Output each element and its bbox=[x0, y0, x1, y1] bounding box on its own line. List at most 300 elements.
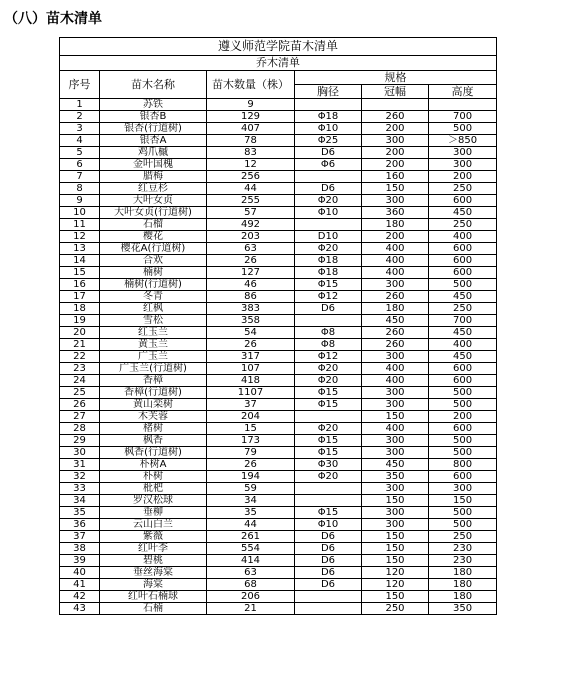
table-row bbox=[60, 135, 497, 147]
cell-dbh: Φ8 bbox=[295, 339, 362, 351]
table-row bbox=[60, 579, 497, 591]
table-row bbox=[60, 291, 497, 303]
cell-dbh: Φ20 bbox=[295, 195, 362, 207]
cell-qty: 358 bbox=[207, 315, 295, 327]
cell-dbh: Φ15 bbox=[295, 399, 362, 411]
cell-dbh bbox=[295, 171, 362, 183]
cell-crown: 300 bbox=[362, 135, 429, 147]
table-row bbox=[60, 543, 497, 555]
cell-height: 200 bbox=[429, 171, 497, 183]
table-title-row bbox=[60, 38, 497, 56]
cell-dbh: D10 bbox=[295, 231, 362, 243]
cell-qty: 492 bbox=[207, 219, 295, 231]
cell-qty: 203 bbox=[207, 231, 295, 243]
cell-qty: 407 bbox=[207, 123, 295, 135]
cell-no: 32 bbox=[60, 471, 100, 483]
cell-height: 300 bbox=[429, 159, 497, 171]
cell-crown: 450 bbox=[362, 315, 429, 327]
cell-dbh: D6 bbox=[295, 147, 362, 159]
cell-no: 7 bbox=[60, 171, 100, 183]
cell-name: 朴树 bbox=[100, 471, 207, 483]
cell-crown: 260 bbox=[362, 327, 429, 339]
cell-dbh: Φ15 bbox=[295, 279, 362, 291]
cell-name: 银杏A bbox=[100, 135, 207, 147]
cell-no: 22 bbox=[60, 351, 100, 363]
cell-name: 红玉兰 bbox=[100, 327, 207, 339]
table-row bbox=[60, 399, 497, 411]
cell-dbh: Φ18 bbox=[295, 267, 362, 279]
cell-crown: 300 bbox=[362, 399, 429, 411]
cell-dbh: Φ25 bbox=[295, 135, 362, 147]
cell-name: 紫薇 bbox=[100, 531, 207, 543]
cell-qty: 59 bbox=[207, 483, 295, 495]
cell-dbh: Φ30 bbox=[295, 459, 362, 471]
cell-qty: 129 bbox=[207, 111, 295, 123]
cell-name: 黄玉兰 bbox=[100, 339, 207, 351]
cell-height: 600 bbox=[429, 243, 497, 255]
cell-dbh bbox=[295, 603, 362, 615]
cell-name: 香樟(行道树) bbox=[100, 387, 207, 399]
cell-no: 13 bbox=[60, 243, 100, 255]
cell-name: 广玉兰 bbox=[100, 351, 207, 363]
cell-no: 31 bbox=[60, 459, 100, 471]
cell-name: 香樟 bbox=[100, 375, 207, 387]
cell-name: 樱花A(行道树) bbox=[100, 243, 207, 255]
cell-name: 大叶女贞 bbox=[100, 195, 207, 207]
table-row bbox=[60, 351, 497, 363]
cell-no: 41 bbox=[60, 579, 100, 591]
cell-height: 600 bbox=[429, 255, 497, 267]
cell-crown: 300 bbox=[362, 519, 429, 531]
cell-height: 600 bbox=[429, 267, 497, 279]
table-row bbox=[60, 447, 497, 459]
cell-qty: 57 bbox=[207, 207, 295, 219]
cell-dbh: Φ15 bbox=[295, 387, 362, 399]
cell-crown: 450 bbox=[362, 459, 429, 471]
cell-height: 450 bbox=[429, 291, 497, 303]
table-row bbox=[60, 267, 497, 279]
cell-crown: 300 bbox=[362, 195, 429, 207]
cell-name: 冬青 bbox=[100, 291, 207, 303]
cell-qty: 46 bbox=[207, 279, 295, 291]
cell-crown: 300 bbox=[362, 483, 429, 495]
table-subtitle: 乔木清单 bbox=[60, 56, 497, 71]
table-row bbox=[60, 375, 497, 387]
cell-dbh: Φ12 bbox=[295, 351, 362, 363]
cell-crown: 300 bbox=[362, 507, 429, 519]
cell-no: 2 bbox=[60, 111, 100, 123]
table-row bbox=[60, 603, 497, 615]
cell-no: 14 bbox=[60, 255, 100, 267]
cell-height: 500 bbox=[429, 435, 497, 447]
table-row bbox=[60, 423, 497, 435]
cell-name: 木芙蓉 bbox=[100, 411, 207, 423]
cell-height: 150 bbox=[429, 495, 497, 507]
cell-height: 180 bbox=[429, 579, 497, 591]
table-title: 遵义师范学院苗木清单 bbox=[60, 38, 497, 56]
cell-name: 红枫 bbox=[100, 303, 207, 315]
cell-no: 23 bbox=[60, 363, 100, 375]
cell-qty: 1107 bbox=[207, 387, 295, 399]
cell-crown: 150 bbox=[362, 411, 429, 423]
cell-crown: 250 bbox=[362, 603, 429, 615]
cell-crown: 200 bbox=[362, 123, 429, 135]
table-row bbox=[60, 183, 497, 195]
cell-no: 1 bbox=[60, 99, 100, 111]
cell-dbh bbox=[295, 495, 362, 507]
cell-dbh bbox=[295, 591, 362, 603]
cell-qty: 26 bbox=[207, 339, 295, 351]
table-row bbox=[60, 279, 497, 291]
cell-no: 3 bbox=[60, 123, 100, 135]
cell-name: 广玉兰(行道树) bbox=[100, 363, 207, 375]
cell-qty: 255 bbox=[207, 195, 295, 207]
cell-no: 38 bbox=[60, 543, 100, 555]
cell-dbh: D6 bbox=[295, 303, 362, 315]
cell-crown: 350 bbox=[362, 471, 429, 483]
cell-name: 樱花 bbox=[100, 231, 207, 243]
cell-dbh: Φ20 bbox=[295, 363, 362, 375]
cell-height: 300 bbox=[429, 147, 497, 159]
cell-height: 600 bbox=[429, 471, 497, 483]
cell-no: 19 bbox=[60, 315, 100, 327]
cell-dbh bbox=[295, 99, 362, 111]
cell-no: 34 bbox=[60, 495, 100, 507]
header-name: 苗木名称 bbox=[100, 71, 207, 99]
cell-dbh: D6 bbox=[295, 555, 362, 567]
cell-no: 24 bbox=[60, 375, 100, 387]
cell-qty: 206 bbox=[207, 591, 295, 603]
cell-no: 11 bbox=[60, 219, 100, 231]
table-row bbox=[60, 171, 497, 183]
cell-dbh: Φ15 bbox=[295, 507, 362, 519]
cell-dbh: Φ15 bbox=[295, 447, 362, 459]
table-row bbox=[60, 99, 497, 111]
cell-name: 黄山栾树 bbox=[100, 399, 207, 411]
cell-crown: 400 bbox=[362, 243, 429, 255]
cell-qty: 194 bbox=[207, 471, 295, 483]
cell-qty: 107 bbox=[207, 363, 295, 375]
header-dbh: 胸径 bbox=[295, 85, 362, 99]
cell-dbh: D6 bbox=[295, 543, 362, 555]
cell-qty: 173 bbox=[207, 435, 295, 447]
cell-dbh: Φ20 bbox=[295, 423, 362, 435]
cell-dbh: Φ10 bbox=[295, 207, 362, 219]
cell-qty: 317 bbox=[207, 351, 295, 363]
cell-height: 500 bbox=[429, 387, 497, 399]
header-row bbox=[60, 71, 497, 85]
cell-height: 600 bbox=[429, 423, 497, 435]
cell-no: 8 bbox=[60, 183, 100, 195]
cell-name: 垂柳 bbox=[100, 507, 207, 519]
cell-no: 17 bbox=[60, 291, 100, 303]
cell-qty: 35 bbox=[207, 507, 295, 519]
cell-qty: 256 bbox=[207, 171, 295, 183]
cell-no: 43 bbox=[60, 603, 100, 615]
cell-no: 36 bbox=[60, 519, 100, 531]
cell-crown: 300 bbox=[362, 447, 429, 459]
cell-name: 枇杷 bbox=[100, 483, 207, 495]
cell-no: 37 bbox=[60, 531, 100, 543]
cell-name: 垂丝海棠 bbox=[100, 567, 207, 579]
cell-qty: 15 bbox=[207, 423, 295, 435]
cell-crown: 150 bbox=[362, 495, 429, 507]
table-row bbox=[60, 123, 497, 135]
cell-crown: 400 bbox=[362, 423, 429, 435]
cell-height: 500 bbox=[429, 123, 497, 135]
table-row bbox=[60, 531, 497, 543]
cell-no: 18 bbox=[60, 303, 100, 315]
cell-dbh: Φ10 bbox=[295, 123, 362, 135]
table-row bbox=[60, 459, 497, 471]
table-row bbox=[60, 327, 497, 339]
cell-dbh bbox=[295, 219, 362, 231]
cell-height: 230 bbox=[429, 555, 497, 567]
cell-name: 红叶李 bbox=[100, 543, 207, 555]
cell-height bbox=[429, 99, 497, 111]
cell-crown: 260 bbox=[362, 111, 429, 123]
cell-height: 500 bbox=[429, 447, 497, 459]
cell-height: 500 bbox=[429, 279, 497, 291]
cell-dbh: Φ20 bbox=[295, 375, 362, 387]
header-crown: 冠幅 bbox=[362, 85, 429, 99]
cell-height: 180 bbox=[429, 591, 497, 603]
cell-crown bbox=[362, 99, 429, 111]
cell-qty: 68 bbox=[207, 579, 295, 591]
cell-height: 230 bbox=[429, 543, 497, 555]
cell-height: 250 bbox=[429, 303, 497, 315]
cell-qty: 34 bbox=[207, 495, 295, 507]
table-row bbox=[60, 435, 497, 447]
cell-name: 雪松 bbox=[100, 315, 207, 327]
cell-name: 红豆杉 bbox=[100, 183, 207, 195]
cell-height: 350 bbox=[429, 603, 497, 615]
cell-qty: 9 bbox=[207, 99, 295, 111]
cell-dbh: Φ10 bbox=[295, 519, 362, 531]
cell-height: 250 bbox=[429, 183, 497, 195]
header-spec: 规格 bbox=[295, 71, 497, 85]
cell-dbh: Φ18 bbox=[295, 111, 362, 123]
cell-height: ＞850 bbox=[429, 135, 497, 147]
cell-name: 腊梅 bbox=[100, 171, 207, 183]
table-row bbox=[60, 195, 497, 207]
cell-crown: 260 bbox=[362, 291, 429, 303]
cell-crown: 120 bbox=[362, 567, 429, 579]
cell-crown: 400 bbox=[362, 375, 429, 387]
cell-no: 10 bbox=[60, 207, 100, 219]
table-row bbox=[60, 111, 497, 123]
cell-name: 金叶国槐 bbox=[100, 159, 207, 171]
header-no: 序号 bbox=[60, 71, 100, 99]
cell-dbh: Φ6 bbox=[295, 159, 362, 171]
cell-height: 250 bbox=[429, 531, 497, 543]
cell-height: 450 bbox=[429, 327, 497, 339]
cell-no: 27 bbox=[60, 411, 100, 423]
table-row bbox=[60, 411, 497, 423]
cell-qty: 554 bbox=[207, 543, 295, 555]
cell-dbh: Φ12 bbox=[295, 291, 362, 303]
cell-crown: 360 bbox=[362, 207, 429, 219]
cell-name: 朴树A bbox=[100, 459, 207, 471]
cell-height: 400 bbox=[429, 231, 497, 243]
cell-crown: 300 bbox=[362, 279, 429, 291]
cell-no: 40 bbox=[60, 567, 100, 579]
cell-crown: 400 bbox=[362, 267, 429, 279]
cell-crown: 160 bbox=[362, 171, 429, 183]
cell-qty: 83 bbox=[207, 147, 295, 159]
cell-dbh: D6 bbox=[295, 183, 362, 195]
cell-crown: 300 bbox=[362, 351, 429, 363]
cell-name: 大叶女贞(行道树) bbox=[100, 207, 207, 219]
table-row bbox=[60, 207, 497, 219]
table-row bbox=[60, 387, 497, 399]
cell-crown: 200 bbox=[362, 147, 429, 159]
cell-no: 6 bbox=[60, 159, 100, 171]
header-height: 高度 bbox=[429, 85, 497, 99]
header-qty: 苗木数量（株） bbox=[207, 71, 295, 99]
table-row bbox=[60, 147, 497, 159]
cell-no: 33 bbox=[60, 483, 100, 495]
cell-crown: 150 bbox=[362, 591, 429, 603]
cell-dbh bbox=[295, 411, 362, 423]
cell-qty: 63 bbox=[207, 567, 295, 579]
cell-crown: 300 bbox=[362, 387, 429, 399]
cell-height: 180 bbox=[429, 567, 497, 579]
cell-name: 石楠 bbox=[100, 603, 207, 615]
cell-no: 5 bbox=[60, 147, 100, 159]
cell-dbh: Φ18 bbox=[295, 255, 362, 267]
cell-height: 700 bbox=[429, 111, 497, 123]
cell-qty: 37 bbox=[207, 399, 295, 411]
cell-crown: 120 bbox=[362, 579, 429, 591]
cell-no: 4 bbox=[60, 135, 100, 147]
cell-height: 600 bbox=[429, 375, 497, 387]
table-row bbox=[60, 567, 497, 579]
cell-height: 450 bbox=[429, 351, 497, 363]
table-row bbox=[60, 243, 497, 255]
cell-name: 云山白兰 bbox=[100, 519, 207, 531]
cell-height: 300 bbox=[429, 483, 497, 495]
cell-qty: 78 bbox=[207, 135, 295, 147]
table-row bbox=[60, 315, 497, 327]
table-row bbox=[60, 507, 497, 519]
cell-crown: 150 bbox=[362, 531, 429, 543]
table-row bbox=[60, 591, 497, 603]
table-subtitle-row bbox=[60, 56, 497, 71]
cell-no: 30 bbox=[60, 447, 100, 459]
cell-no: 16 bbox=[60, 279, 100, 291]
cell-name: 楠树(行道树) bbox=[100, 279, 207, 291]
cell-dbh: Φ20 bbox=[295, 471, 362, 483]
cell-dbh: D6 bbox=[295, 531, 362, 543]
cell-name: 银杏(行道树) bbox=[100, 123, 207, 135]
cell-crown: 260 bbox=[362, 339, 429, 351]
cell-name: 银杏B bbox=[100, 111, 207, 123]
tree-list-table bbox=[59, 37, 497, 615]
table-row bbox=[60, 231, 497, 243]
cell-crown: 150 bbox=[362, 555, 429, 567]
table-row bbox=[60, 303, 497, 315]
cell-qty: 44 bbox=[207, 519, 295, 531]
table-row bbox=[60, 363, 497, 375]
section-heading: （八）苗木清单 bbox=[4, 11, 102, 27]
cell-no: 15 bbox=[60, 267, 100, 279]
cell-crown: 150 bbox=[362, 183, 429, 195]
cell-qty: 63 bbox=[207, 243, 295, 255]
cell-dbh: Φ15 bbox=[295, 435, 362, 447]
cell-height: 500 bbox=[429, 507, 497, 519]
cell-qty: 204 bbox=[207, 411, 295, 423]
cell-qty: 26 bbox=[207, 459, 295, 471]
table-row bbox=[60, 519, 497, 531]
cell-crown: 400 bbox=[362, 255, 429, 267]
cell-qty: 418 bbox=[207, 375, 295, 387]
cell-dbh bbox=[295, 315, 362, 327]
cell-dbh: D6 bbox=[295, 579, 362, 591]
cell-qty: 79 bbox=[207, 447, 295, 459]
table-row bbox=[60, 555, 497, 567]
cell-no: 29 bbox=[60, 435, 100, 447]
cell-name: 苏铁 bbox=[100, 99, 207, 111]
cell-crown: 180 bbox=[362, 303, 429, 315]
cell-name: 楮树 bbox=[100, 423, 207, 435]
cell-name: 罗汉松球 bbox=[100, 495, 207, 507]
cell-crown: 200 bbox=[362, 231, 429, 243]
cell-crown: 300 bbox=[362, 435, 429, 447]
cell-qty: 21 bbox=[207, 603, 295, 615]
cell-crown: 180 bbox=[362, 219, 429, 231]
cell-qty: 261 bbox=[207, 531, 295, 543]
cell-height: 600 bbox=[429, 195, 497, 207]
cell-qty: 127 bbox=[207, 267, 295, 279]
cell-no: 39 bbox=[60, 555, 100, 567]
cell-name: 石榴 bbox=[100, 219, 207, 231]
cell-no: 20 bbox=[60, 327, 100, 339]
cell-no: 35 bbox=[60, 507, 100, 519]
cell-height: 250 bbox=[429, 219, 497, 231]
cell-dbh: Φ8 bbox=[295, 327, 362, 339]
cell-height: 450 bbox=[429, 207, 497, 219]
cell-height: 800 bbox=[429, 459, 497, 471]
cell-name: 碧桃 bbox=[100, 555, 207, 567]
cell-qty: 54 bbox=[207, 327, 295, 339]
cell-name: 枫香 bbox=[100, 435, 207, 447]
cell-crown: 150 bbox=[362, 543, 429, 555]
cell-name: 鸡爪槭 bbox=[100, 147, 207, 159]
cell-qty: 86 bbox=[207, 291, 295, 303]
cell-no: 26 bbox=[60, 399, 100, 411]
cell-name: 枫香(行道树) bbox=[100, 447, 207, 459]
table-row bbox=[60, 255, 497, 267]
cell-dbh bbox=[295, 483, 362, 495]
cell-no: 28 bbox=[60, 423, 100, 435]
cell-qty: 26 bbox=[207, 255, 295, 267]
table-row bbox=[60, 495, 497, 507]
cell-name: 楠树 bbox=[100, 267, 207, 279]
cell-no: 25 bbox=[60, 387, 100, 399]
cell-crown: 400 bbox=[362, 363, 429, 375]
cell-qty: 383 bbox=[207, 303, 295, 315]
cell-qty: 44 bbox=[207, 183, 295, 195]
cell-height: 500 bbox=[429, 399, 497, 411]
cell-height: 700 bbox=[429, 315, 497, 327]
cell-height: 600 bbox=[429, 363, 497, 375]
cell-height: 200 bbox=[429, 411, 497, 423]
cell-no: 9 bbox=[60, 195, 100, 207]
cell-dbh: D6 bbox=[295, 567, 362, 579]
cell-qty: 414 bbox=[207, 555, 295, 567]
cell-crown: 200 bbox=[362, 159, 429, 171]
